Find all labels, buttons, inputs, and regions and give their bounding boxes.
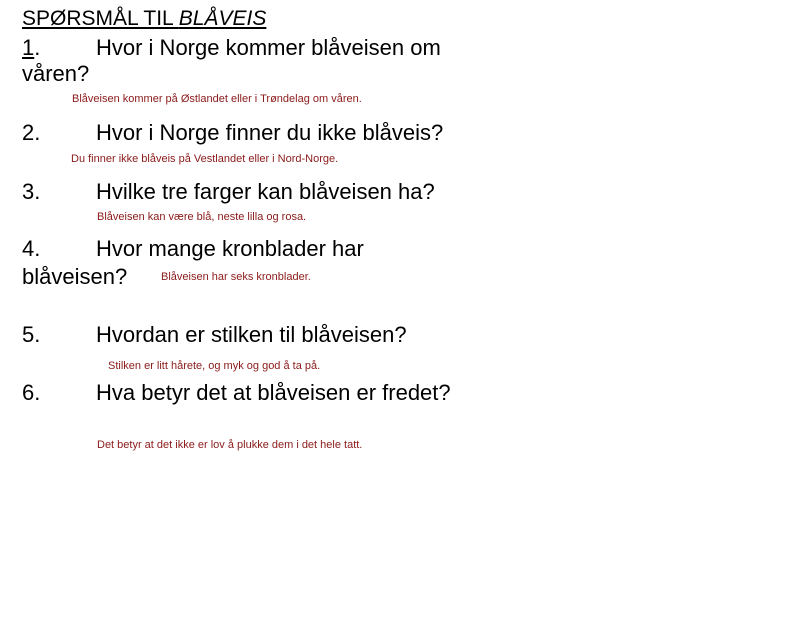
question-4-text-line2: blåveisen? <box>22 264 128 289</box>
question-6-number: 6. <box>22 380 41 405</box>
question-1-answer: Blåveisen kommer på Østlandet eller i Trøndelag om våren. <box>72 93 362 105</box>
page-title-prefix: SPØRSMÅL TIL <box>22 7 179 30</box>
question-2-number: 2. <box>22 120 41 145</box>
question-1-number-digit: 1 <box>22 35 35 60</box>
question-5-number: 5. <box>22 322 41 347</box>
question-4-answer: Blåveisen har seks kronblader. <box>161 271 311 283</box>
question-4-text-line1: Hvor mange kronblader har <box>96 236 364 261</box>
page-title <box>22 6 266 32</box>
question-5-text: Hvordan er stilken til blåveisen? <box>96 322 407 347</box>
question-4-number: 4. <box>22 236 41 261</box>
page-title-emphasis: BLÅVEIS <box>178 7 267 30</box>
question-1-text-line1: Hvor i Norge kommer blåveisen om <box>96 35 441 60</box>
question-3-answer: Blåveisen kan være blå, neste lilla og rosa. <box>97 211 307 223</box>
question-2-text: Hvor i Norge finner du ikke blåveis? <box>96 120 444 145</box>
question-1-text-line2: våren? <box>22 61 90 86</box>
question-6-answer: Det betyr at det ikke er lov å plukke dem i det hele tatt. <box>97 439 363 451</box>
question-2-answer: Du finner ikke blåveis på Vestlandet eller i Nord-Norge. <box>71 153 339 165</box>
question-3-text: Hvilke tre farger kan blåveisen ha? <box>96 179 435 204</box>
question-1-number <box>22 35 40 61</box>
question-5-answer: Stilken er litt hårete, og myk og god å ta på. <box>108 360 321 372</box>
question-1-number-suffix: . <box>34 35 41 60</box>
question-3-number: 3. <box>22 179 41 204</box>
question-6-text: Hva betyr det at blåveisen er fredet? <box>96 380 451 405</box>
